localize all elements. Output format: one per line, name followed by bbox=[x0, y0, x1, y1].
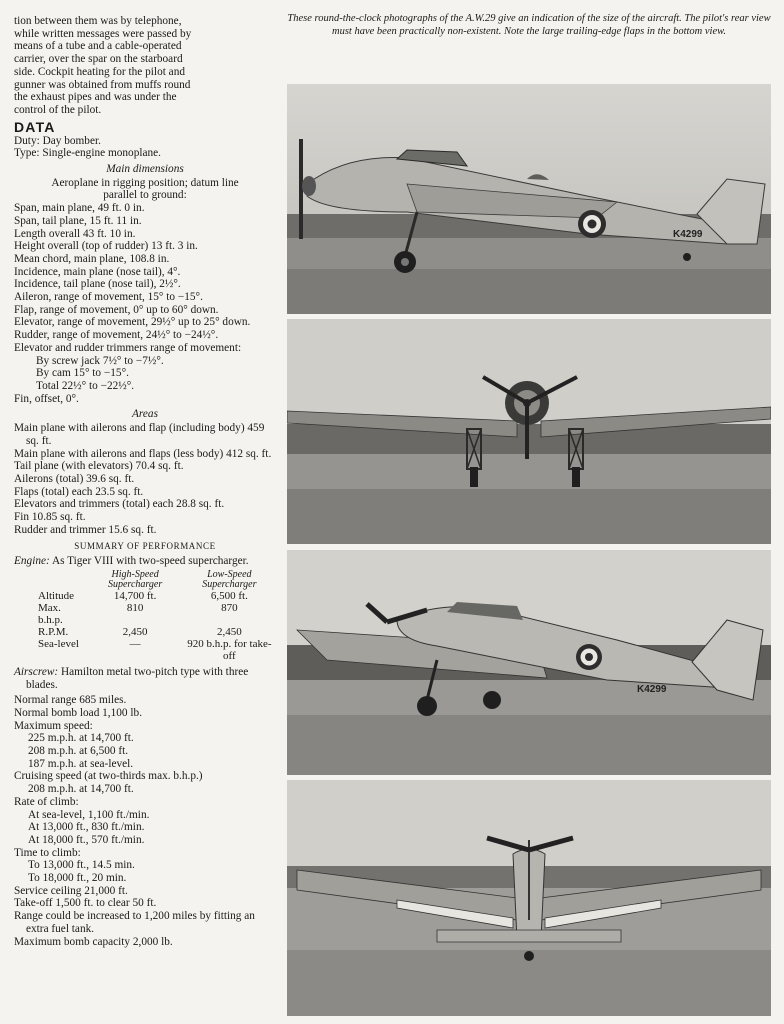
performance-line: Normal bomb load 1,100 lb. bbox=[14, 706, 143, 719]
table-row bbox=[34, 626, 276, 638]
type-value: Single-engine monoplane. bbox=[42, 147, 161, 160]
rigging-note: Aeroplane in rigging position; datum line parallel to ground: bbox=[51, 176, 239, 202]
aircraft-photo-side-view bbox=[287, 84, 771, 314]
dimension-line: Incidence, tail plane (nose tail), 2½°. bbox=[14, 278, 181, 291]
time-label: Time to climb: bbox=[14, 846, 81, 859]
dimension-line: Span, main plane, 49 ft. 0 in. bbox=[14, 202, 145, 215]
fin-line: Fin, offset, 0°. bbox=[14, 392, 79, 405]
table-header-row bbox=[34, 570, 276, 590]
aircraft-rear-view-image bbox=[287, 780, 771, 1016]
engine-line bbox=[14, 555, 276, 568]
table-row bbox=[34, 638, 276, 662]
trimmer-line: By cam 15° to −15°. bbox=[36, 367, 129, 380]
table-cell: — bbox=[129, 637, 141, 650]
airscrew-value: Hamilton metal two-pitch type with three blades. bbox=[26, 665, 249, 691]
intro-paragraph: tion between them was by telephone, while written messages were passed by means of a tube and a cable-operated carrier, over the spar on the starboard side. Cockpit heating for the pilot and gunner was obtained from muffs round the exhaust pipes and was under the control of the pilot. bbox=[14, 15, 192, 116]
performance-line: Maximum speed: bbox=[14, 719, 93, 732]
dimension-line: Elevator and rudder trimmers range of movement: bbox=[14, 341, 242, 354]
table-cell: Max. b.h.p. bbox=[38, 601, 63, 626]
area-line: Fin 10.85 sq. ft. bbox=[14, 511, 86, 524]
performance-heading: SUMMARY OF PERFORMANCE bbox=[74, 541, 216, 552]
areas-list bbox=[14, 422, 276, 536]
performance-table bbox=[34, 570, 276, 662]
table-header-cell bbox=[34, 570, 88, 590]
data-column bbox=[14, 15, 276, 948]
duty-label: Duty: bbox=[14, 134, 40, 147]
cruising-line: Cruising speed (at two-thirds max. b.h.p.) bbox=[14, 770, 203, 783]
areas-heading: Areas bbox=[132, 408, 158, 421]
table-cell: Altitude bbox=[38, 589, 75, 602]
type-label: Type: bbox=[14, 147, 40, 160]
area-line: Ailerons (total) 39.6 sq. ft. bbox=[14, 472, 135, 485]
table-header-cell: High-Speed Supercharger bbox=[107, 568, 163, 590]
time-line: To 13,000 ft., 14.5 min. bbox=[28, 859, 135, 872]
dimension-line: Flap, range of movement, 0° up to 60° down. bbox=[14, 303, 219, 316]
photo-caption: These round-the-clock photographs of the A.W.29 give an indication of the size of the aircraft. The pilot's rear view must have been practically non-existent. Note the large trailing-edge flaps in the bottom view. bbox=[287, 13, 771, 37]
dimension-line: Aileron, range of movement, 15° to −15°. bbox=[14, 291, 203, 304]
engine-value: As Tiger VIII with two-speed supercharger. bbox=[51, 555, 249, 568]
climb-line: At 13,000 ft., 830 ft./min. bbox=[28, 821, 145, 834]
table-cell: 920 b.h.p. for take-off bbox=[187, 637, 272, 662]
table-cell: 870 bbox=[221, 601, 238, 614]
climb-label: Rate of climb: bbox=[14, 795, 79, 808]
dimension-list bbox=[14, 202, 276, 405]
aircraft-serial-label: K4299 bbox=[637, 684, 667, 695]
performance-line: Range could be increased to 1,200 miles by fitting an extra fuel tank. bbox=[14, 910, 255, 935]
max-speed-line: 208 m.p.h. at 6,500 ft. bbox=[28, 745, 129, 758]
aircraft-three-quarter-view-image bbox=[287, 550, 771, 775]
table-header-cell: Low-Speed Supercharger bbox=[202, 568, 257, 590]
aircraft-photo-rear-view bbox=[287, 780, 771, 1016]
duty-value: Day bomber. bbox=[42, 134, 101, 147]
area-line: Elevators and trimmers (total) each 28.8 sq. ft. bbox=[14, 498, 225, 511]
performance-line: Normal range 685 miles. bbox=[14, 694, 127, 707]
table-cell: 2,450 bbox=[122, 625, 148, 638]
aircraft-photo-front-view bbox=[287, 319, 771, 544]
trimmer-line: Total 22½° to −22½°. bbox=[36, 379, 135, 392]
cruising-value: 208 m.p.h. at 14,700 ft. bbox=[28, 783, 134, 796]
area-line: Flaps (total) each 23.5 sq. ft. bbox=[14, 485, 144, 498]
table-row bbox=[34, 602, 276, 626]
time-line: To 18,000 ft., 20 min. bbox=[28, 872, 127, 885]
aircraft-serial-label: K4299 bbox=[673, 229, 703, 240]
dimension-line: Rudder, range of movement, 24½° to −24½°. bbox=[14, 329, 219, 342]
aircraft-side-view-image bbox=[287, 84, 771, 314]
performance-line: Maximum bomb capacity 2,000 lb. bbox=[14, 935, 173, 948]
table-cell: 14,700 ft. bbox=[113, 589, 157, 602]
dimension-line: Length overall 43 ft. 10 in. bbox=[14, 227, 136, 240]
table-cell: Sea-level bbox=[38, 637, 79, 650]
climb-line: At 18,000 ft., 570 ft./min. bbox=[28, 833, 145, 846]
engine-label: Engine: bbox=[14, 555, 50, 568]
data-heading: DATA bbox=[14, 118, 56, 135]
table-cell: 810 bbox=[126, 601, 144, 614]
trimmer-line: By screw jack 7½° to −7½°. bbox=[36, 354, 164, 367]
performance-line: Service ceiling 21,000 ft. bbox=[14, 884, 128, 897]
aircraft-photo-three-quarter-view bbox=[287, 550, 771, 775]
area-line: Main plane with ailerons and flaps (less body) 412 sq. ft. bbox=[14, 447, 272, 460]
dimension-line: Span, tail plane, 15 ft. 11 in. bbox=[14, 214, 142, 227]
table-row bbox=[34, 590, 276, 602]
max-speed-line: 225 m.p.h. at 14,700 ft. bbox=[28, 732, 134, 745]
airscrew-label: Airscrew: bbox=[14, 665, 59, 678]
airscrew-line bbox=[14, 666, 276, 691]
main-dimensions-heading: Main dimensions bbox=[106, 163, 184, 176]
max-speed-line: 187 m.p.h. at sea-level. bbox=[28, 757, 134, 770]
aircraft-front-view-image bbox=[287, 319, 771, 544]
area-line: Tail plane (with elevators) 70.4 sq. ft. bbox=[14, 460, 184, 473]
dimension-line: Mean chord, main plane, 108.8 in. bbox=[14, 252, 170, 265]
area-line: Rudder and trimmer 15.6 sq. ft. bbox=[14, 523, 157, 536]
table-cell: 6,500 ft. bbox=[210, 589, 248, 602]
dimension-line: Height overall (top of rudder) 13 ft. 3 in. bbox=[14, 240, 198, 253]
area-line: Main plane with ailerons and flap (including body) 459 sq. ft. bbox=[14, 422, 265, 447]
performance-line: Take-off 1,500 ft. to clear 50 ft. bbox=[14, 897, 157, 910]
dimension-line: Elevator, range of movement, 29½° up to 25° down. bbox=[14, 316, 251, 329]
dimension-line: Incidence, main plane (nose tail), 4°. bbox=[14, 265, 181, 278]
table-cell: R.P.M. bbox=[38, 625, 69, 638]
climb-line: At sea-level, 1,100 ft./min. bbox=[28, 808, 150, 821]
duty-line bbox=[14, 135, 276, 148]
table-cell: 2,450 bbox=[216, 625, 242, 638]
type-line bbox=[14, 147, 276, 160]
